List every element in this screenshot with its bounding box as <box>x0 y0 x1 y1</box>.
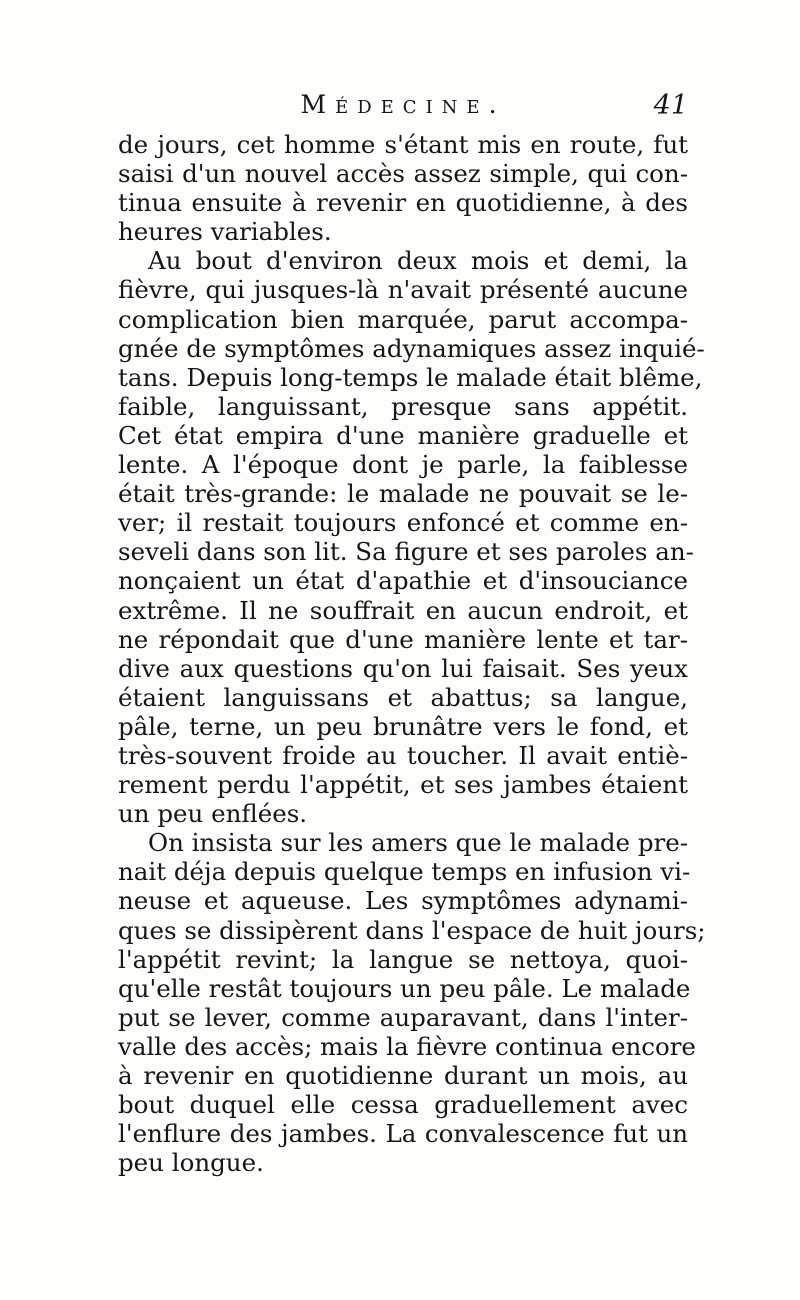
text-line: peu longue. <box>118 1148 264 1178</box>
text-line: nonçaient un état d'apathie et d'insouciance <box>118 566 688 596</box>
text-line: ne répondait que d'une manière lente et tar- <box>118 624 688 654</box>
text-line: l'enflure des jambes. La convalescence fut un <box>118 1119 688 1149</box>
text-line: faible, languissant, presque sans appétit. <box>118 391 688 421</box>
text-line: très-souvent froide au toucher. Il avait entiè- <box>118 740 688 770</box>
text-line: heures variables. <box>118 217 332 247</box>
text-line: dive aux questions qu'on lui faisait. Ses yeux <box>118 653 688 683</box>
text-line: complication bien marquée, parut accompa- <box>118 304 688 334</box>
text-line: put se lever, comme auparavant, dans l'inter- <box>118 1002 688 1032</box>
text-line: saisi d'un nouvel accès assez simple, qui con- <box>118 159 688 189</box>
running-title: Médecine. <box>300 90 506 119</box>
text-line: lente. A l'époque dont je parle, la faiblesse <box>118 450 688 480</box>
text-line: bout duquel elle cessa graduellement avec <box>118 1090 688 1120</box>
text-line: qu'elle restât toujours un peu pâle. Le malade <box>118 973 691 1003</box>
body-text <box>118 130 706 1178</box>
text-line: ques se dissipèrent dans l'espace de huit jours; <box>118 915 706 945</box>
text-line: l'appétit revint; la langue se nettoya, quoi- <box>118 944 688 974</box>
text-line: Au bout d'environ deux mois et demi, la <box>148 246 688 276</box>
text-line: étaient languissans et abattus; sa langue, <box>118 682 688 712</box>
text-line: neuse et aqueuse. Les symptômes adynami- <box>118 886 688 916</box>
text-line: fièvre, qui jusques-là n'avait présenté aucune <box>118 275 688 305</box>
text-line: rement perdu l'appétit, et ses jambes étaient <box>118 770 688 800</box>
text-line: extrême. Il ne souffrait en aucun endroit, et <box>118 595 688 625</box>
text-line: On insista sur les amers que le malade pre- <box>148 828 688 858</box>
text-line: nait déja depuis quelque temps en infusion vi- <box>118 857 691 887</box>
text-line: ver; il restait toujours enfoncé et comme en- <box>118 508 688 538</box>
running-head <box>118 90 688 130</box>
text-line: à revenir en quotidienne durant un mois, au <box>118 1061 688 1090</box>
text-line: de jours, cet homme s'étant mis en route, fut <box>118 130 688 159</box>
text-line: valle des accès; mais la fièvre continua encore <box>118 1031 696 1061</box>
text-line: était très-grande: le malade ne pouvait se le- <box>118 479 688 509</box>
text-line: tans. Depuis long-temps le malade était blême, <box>118 362 703 392</box>
text-line: pâle, terne, un peu brunâtre vers le fond, et <box>118 711 688 741</box>
text-line: Cet état empira d'une manière graduelle et <box>118 420 688 450</box>
text-line: tinua ensuite à revenir en quotidienne, à des <box>118 188 688 218</box>
text-line: un peu enflées. <box>118 799 308 829</box>
page-number: 41 <box>653 90 688 121</box>
text-line: gnée de symptômes adynamiques assez inquié- <box>118 333 705 363</box>
text-line: seveli dans son lit. Sa figure et ses paroles an- <box>118 537 694 567</box>
